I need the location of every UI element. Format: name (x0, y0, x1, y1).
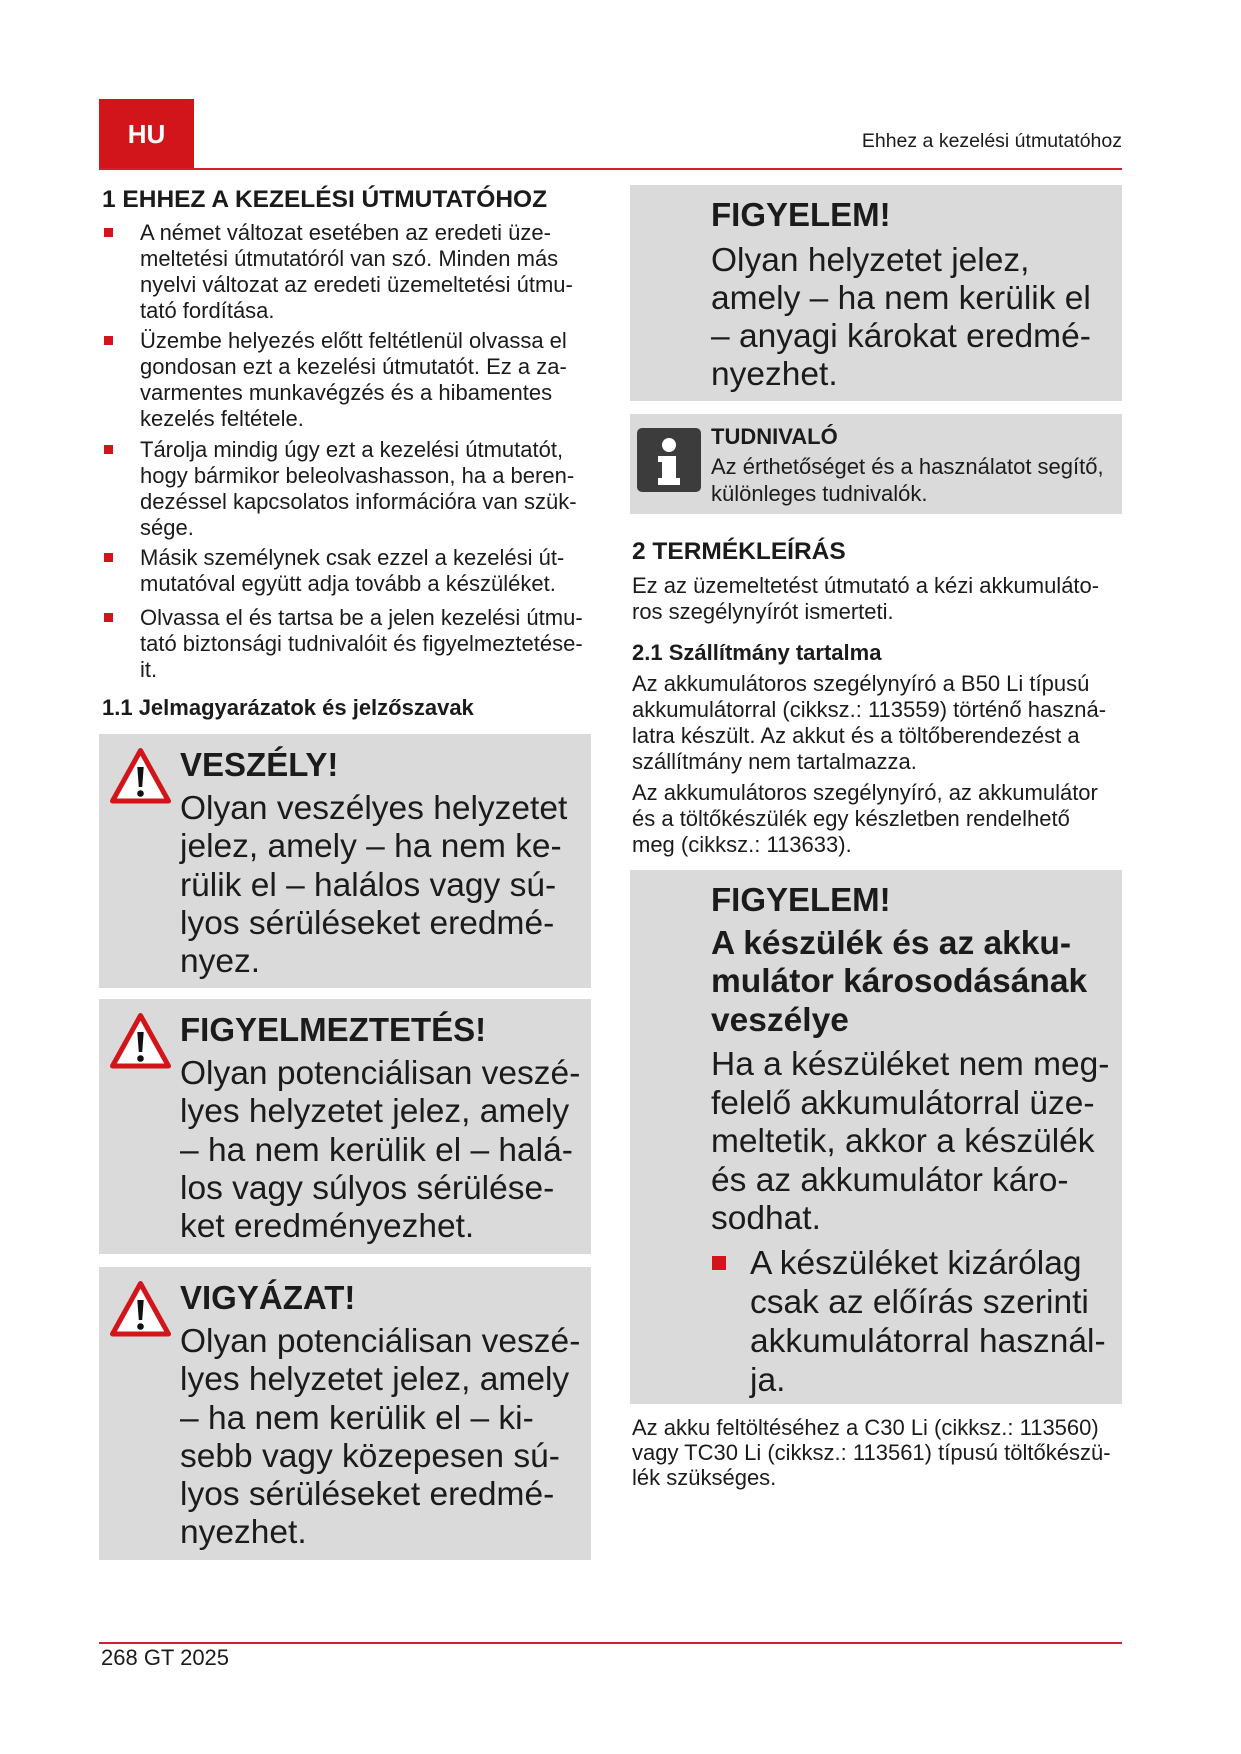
paragraph-line: lék szükséges. (632, 1465, 777, 1491)
signal-description (180, 1323, 580, 1553)
description-line: Olyan helyzetet jelez, (711, 242, 1030, 279)
description-line: – ha nem kerülik el – ki- (180, 1399, 534, 1437)
list-item-line: Másik személynek csak ezzel a kezelési út- (140, 545, 565, 570)
paragraph-line: Az akku feltöltéséhez a C30 Li (cikksz.: 113560) (632, 1415, 1099, 1440)
section-2-heading: 2 TERMÉKLEÍRÁS (632, 538, 846, 565)
warning-triangle-icon (108, 1279, 173, 1340)
bullet-marker (104, 613, 113, 622)
paragraph-line: Az akkumulátoros szegélynyíró a B50 Li típusú (632, 671, 1090, 696)
headline-line: A készülék és az akku- (711, 925, 1072, 962)
description-line: nyezhet. (180, 1514, 307, 1552)
description-line: – ha nem kerülik el – halá- (180, 1131, 573, 1169)
list-item-line: dezéssel kapcsolatos információra van szük- (140, 489, 577, 514)
description-line: lyes helyzetet jelez, amely (180, 1361, 570, 1399)
running-title: Ehhez a kezelési útmutatóhoz (861, 130, 1122, 152)
subsection-2-1-heading: 2.1 Szállítmány tartalma (632, 640, 882, 665)
description-line: – anyagi károkat eredmé- (711, 318, 1091, 355)
signal-description (180, 790, 567, 981)
paragraph-line: meg (cikksz.: 113633). (632, 832, 852, 857)
paragraph-line: vagy TC30 Li (cikksz.: 113561) típusú töltőkészü- (632, 1440, 1111, 1466)
warning-triangle-icon (108, 1011, 173, 1072)
signal-description (180, 1055, 580, 1246)
description-line: meltetik, akkor a készülék (711, 1123, 1095, 1160)
description-line: Ha a készüléket nem meg- (711, 1046, 1110, 1083)
bullet-marker (104, 336, 113, 345)
list-item-line: Tárolja mindig úgy ezt a kezelési útmutatót, (140, 437, 564, 462)
info-icon (637, 428, 701, 492)
description-line: Az érthetőséget és a használatot segítő, (711, 454, 1104, 479)
bullet-marker (104, 445, 113, 454)
paragraph-line: és a töltőkészülék egy készletben rendelhető (632, 806, 1070, 831)
signal-word: VIGYÁZAT! (180, 1279, 356, 1316)
info-description (711, 454, 1104, 507)
headline-line: mulátor károsodásának (711, 963, 1088, 1001)
list-item-line: varmentes munkavégzés és a hibamentes (140, 380, 553, 405)
description-line: lyes helyzetet jelez, amely (180, 1093, 570, 1131)
description-line: los vagy súlyos sérülése- (180, 1169, 555, 1207)
list-item (140, 545, 564, 597)
paragraph-line: szállítmány nem tartalmazza. (632, 749, 917, 774)
exclamation-dot (137, 1055, 144, 1062)
description-line: lyos sérüléseket eredmé- (180, 1476, 555, 1514)
list-item (140, 220, 573, 324)
paragraph-line: Ez az üzemeltetést útmutató a kézi akkumuláto- (632, 573, 1100, 598)
description-line: nyez. (180, 943, 261, 981)
section-1-heading: 1 EHHEZ A KEZELÉSI ÚTMUTATÓHOZ (102, 186, 548, 213)
list-item-line: sége. (140, 515, 194, 540)
description-line: Olyan veszélyes helyzetet (180, 790, 568, 827)
caution-signal-box (99, 1267, 591, 1560)
warning-headline (711, 925, 1087, 1040)
signal-word: FIGYELEM! (711, 881, 891, 918)
language-badge: HU (99, 99, 194, 169)
danger-signal-box (99, 734, 591, 988)
headline-line: veszélye (711, 1001, 849, 1039)
footer-rule (99, 1642, 1122, 1644)
info-box (630, 414, 1122, 514)
page-number: 268 GT 2025 (101, 1645, 230, 1670)
section-2-intro (632, 573, 1099, 625)
notice-signal-box (630, 185, 1122, 401)
description-line: ket eredményezhet. (180, 1208, 475, 1246)
bullet-marker (104, 228, 113, 237)
list-item (140, 605, 583, 683)
header-rule (99, 168, 1122, 170)
list-item-line: meltetési útmutatóról van szó. Minden más (140, 246, 559, 271)
list-item-line: it. (140, 657, 158, 682)
list-item-line: mutatóval együtt adja tovább a készüléket. (140, 571, 556, 596)
list-item-line: Üzembe helyezés előtt feltétlenül olvassa el (140, 328, 567, 353)
instruction-line: A készüléket kizárólag (750, 1245, 1082, 1282)
description-line: sodhat. (711, 1200, 821, 1237)
description-line: és az akkumulátor káro- (711, 1161, 1069, 1199)
description-line: jelez, amely – ha nem ke- (180, 828, 562, 866)
delivery-paragraph (632, 671, 1106, 775)
description-line: lyos sérüléseket eredmé- (180, 904, 555, 942)
description-line: Olyan potenciálisan veszé- (180, 1323, 581, 1360)
signal-word: VESZÉLY! (180, 746, 339, 783)
list-item-line: hogy bármikor beleolvashasson, ha a beren- (140, 463, 575, 488)
signal-word: FIGYELMEZTETÉS! (180, 1011, 487, 1048)
info-icon-dot (662, 438, 676, 452)
damage-warning-box (630, 870, 1122, 1404)
warning-triangle-icon (108, 746, 173, 807)
description-line: különleges tudnivalók. (711, 480, 928, 506)
instruction-line: akkumulátorral használ- (750, 1323, 1106, 1360)
description-line: Olyan potenciálisan veszé- (180, 1055, 581, 1092)
signal-description (711, 242, 1091, 394)
list-item-line: A német változat esetében az eredeti üze- (140, 220, 551, 245)
subsection-1-1-heading: 1.1 Jelmagyarázatok és jelzőszavak (102, 695, 474, 720)
paragraph-line: latra készült. Az akkut és a töltőberendezést a (632, 723, 1080, 748)
paragraph-line: Az akkumulátoros szegélynyíró, az akkumulátor (632, 780, 1098, 805)
instruction-line: ja. (750, 1362, 786, 1399)
list-item-line: gondosan ezt a kezelési útmutatót. Ez a za- (140, 354, 567, 379)
set-paragraph (632, 780, 1098, 858)
description-line: rülik el – halálos vagy sú- (180, 866, 557, 904)
paragraph-line: akkumulátorral (cikksz.: 113559) történő haszná- (632, 697, 1107, 722)
description-line: sebb vagy közepesen sú- (180, 1437, 560, 1475)
charging-note (632, 1415, 1111, 1491)
bullet-marker (104, 553, 113, 562)
exclamation-dot (137, 790, 144, 797)
description-line: nyezhet. (711, 356, 838, 393)
list-item (140, 437, 577, 541)
signal-word: FIGYELEM! (711, 196, 891, 233)
list-item-line: Olvassa el és tartsa be a jelen kezelési útmu- (140, 605, 583, 630)
info-title: TUDNIVALÓ (711, 424, 838, 449)
warning-instruction (750, 1244, 1106, 1400)
warning-signal-box (99, 999, 591, 1254)
paragraph-line: ros szegélynyírót ismerteti. (632, 599, 894, 624)
warning-body (711, 1046, 1109, 1239)
exclamation-dot (137, 1323, 144, 1330)
description-line: amely – ha nem kerülik el (711, 280, 1091, 317)
list-item-line: tató biztonsági tudnivalóit és figyelmeztetése- (140, 631, 583, 656)
list-item-line: nyelvi változat az eredeti üzemeltetési útmu- (140, 272, 573, 297)
list-item (140, 328, 567, 432)
instruction-line: csak az előírás szerinti (750, 1284, 1089, 1321)
list-item-line: tató fordítása. (140, 298, 275, 323)
description-line: felelő akkumulátorral üze- (711, 1084, 1095, 1122)
list-item-line: kezelés feltétele. (140, 406, 304, 431)
bullet-marker (712, 1256, 726, 1270)
